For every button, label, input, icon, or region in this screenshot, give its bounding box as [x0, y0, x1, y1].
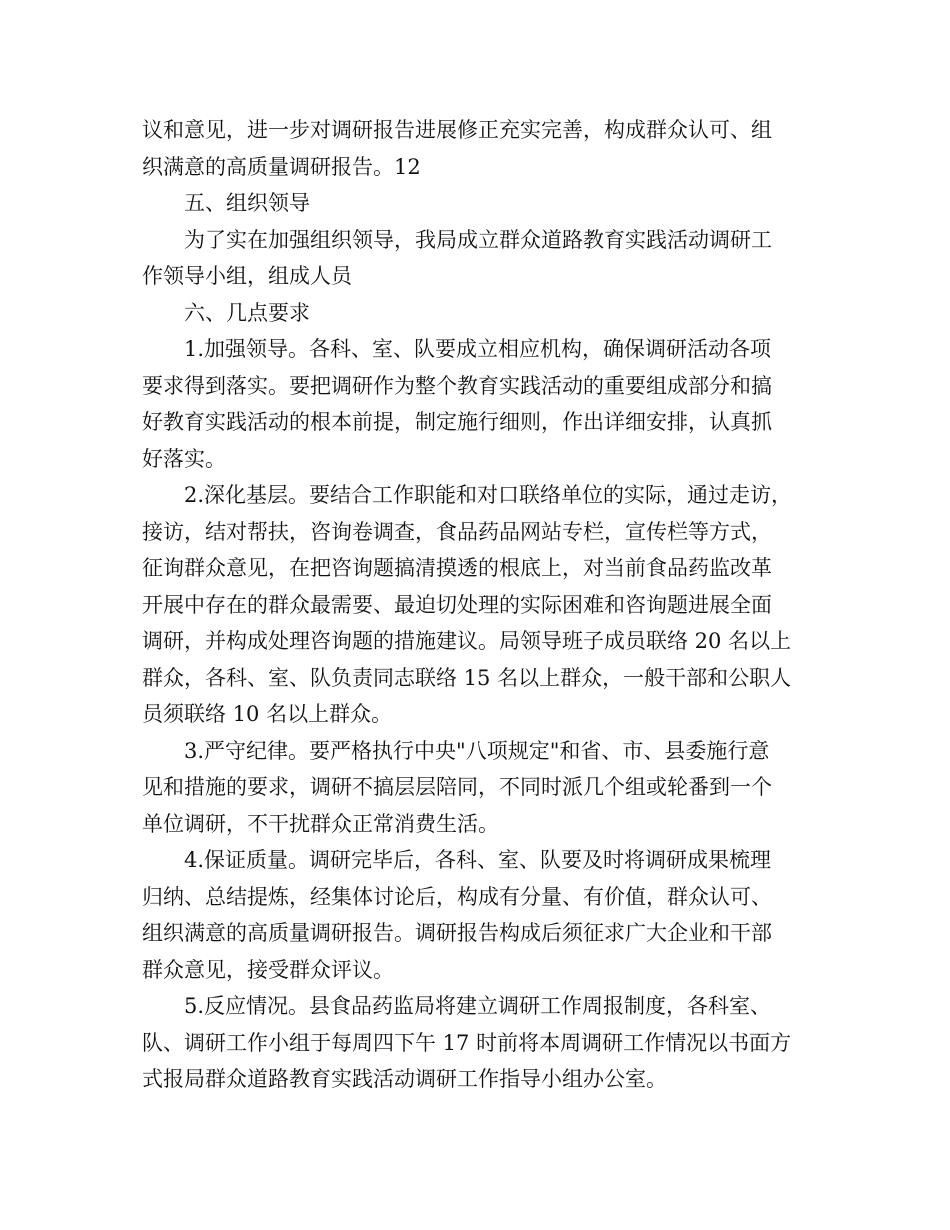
text-line: 作领导小组，组成人员 [142, 264, 352, 288]
text-line: 归纳、总结提炼，经集体讨论后，构成有分量、有价值，群众认可、 [142, 885, 772, 909]
text-line: 征询群众意见，在把咨询题搞清摸透的根底上，对当前食品药监改革 [142, 556, 772, 580]
text-line: 开展中存在的群众最需要、最迫切处理的实际困难和咨询题进展全面 [142, 593, 772, 617]
text-line: 调研，并构成处理咨询题的措施建议。局领导班子成员联络 20 名以上 [142, 629, 792, 653]
text-line: 单位调研，不干扰群众正常消费生活。 [142, 812, 499, 836]
text-line: 议和意见，进一步对调研报告进展修正充实完善，构成群众认可、组 [142, 118, 772, 142]
text-line: 式报局群众道路教育实践活动调研工作指导小组办公室。 [142, 1067, 667, 1091]
section-heading-requirements: 六、几点要求 [184, 301, 310, 325]
text-line: 见和措施的要求，调研不搞层层陪同，不同时派几个组或轮番到一个 [142, 775, 772, 799]
text-line: 群众，各科、室、队负责同志联络 15 名以上群众，一般干部和公职人 [142, 666, 792, 690]
text-line: 好落实。 [142, 447, 226, 471]
text-line: 织满意的高质量调研报告。12 [142, 155, 421, 179]
text-line: 要求得到落实。要把调研作为整个教育实践活动的重要组成部分和搞 [142, 374, 772, 398]
text-line: 2.深化基层。要结合工作职能和对口联络单位的实际，通过走访， [184, 483, 793, 507]
text-line: 组织满意的高质量调研报告。调研报告构成后须征求广大企业和干部 [142, 921, 772, 945]
text-line: 员须联络 10 名以上群众。 [142, 702, 393, 726]
text-line: 队、调研工作小组于每周四下午 17 时前将本周调研工作情况以书面方 [142, 1031, 792, 1055]
text-line: 接访，结对帮扶，咨询卷调查，食品药品网站专栏，宣传栏等方式， [142, 520, 772, 544]
text-line: 4.保证质量。调研完毕后，各科、室、队要及时将调研成果梳理 [184, 848, 772, 872]
section-heading-organization: 五、组织领导 [184, 191, 310, 215]
text-line: 为了实在加强组织领导，我局成立群众道路教育实践活动调研工 [184, 228, 772, 252]
text-line: 3.严守纪律。要严格执行中央"八项规定"和省、市、县委施行意 [184, 739, 770, 763]
text-line: 5.反应情况。县食品药监局将建立调研工作周报制度，各科室、 [184, 994, 772, 1018]
text-line: 1.加强领导。各科、室、队要成立相应机构，确保调研活动各项 [184, 337, 772, 361]
text-line: 群众意见，接受群众评议。 [142, 958, 394, 982]
text-line: 好教育实践活动的根本前提，制定施行细则，作出详细安排，认真抓 [142, 410, 772, 434]
